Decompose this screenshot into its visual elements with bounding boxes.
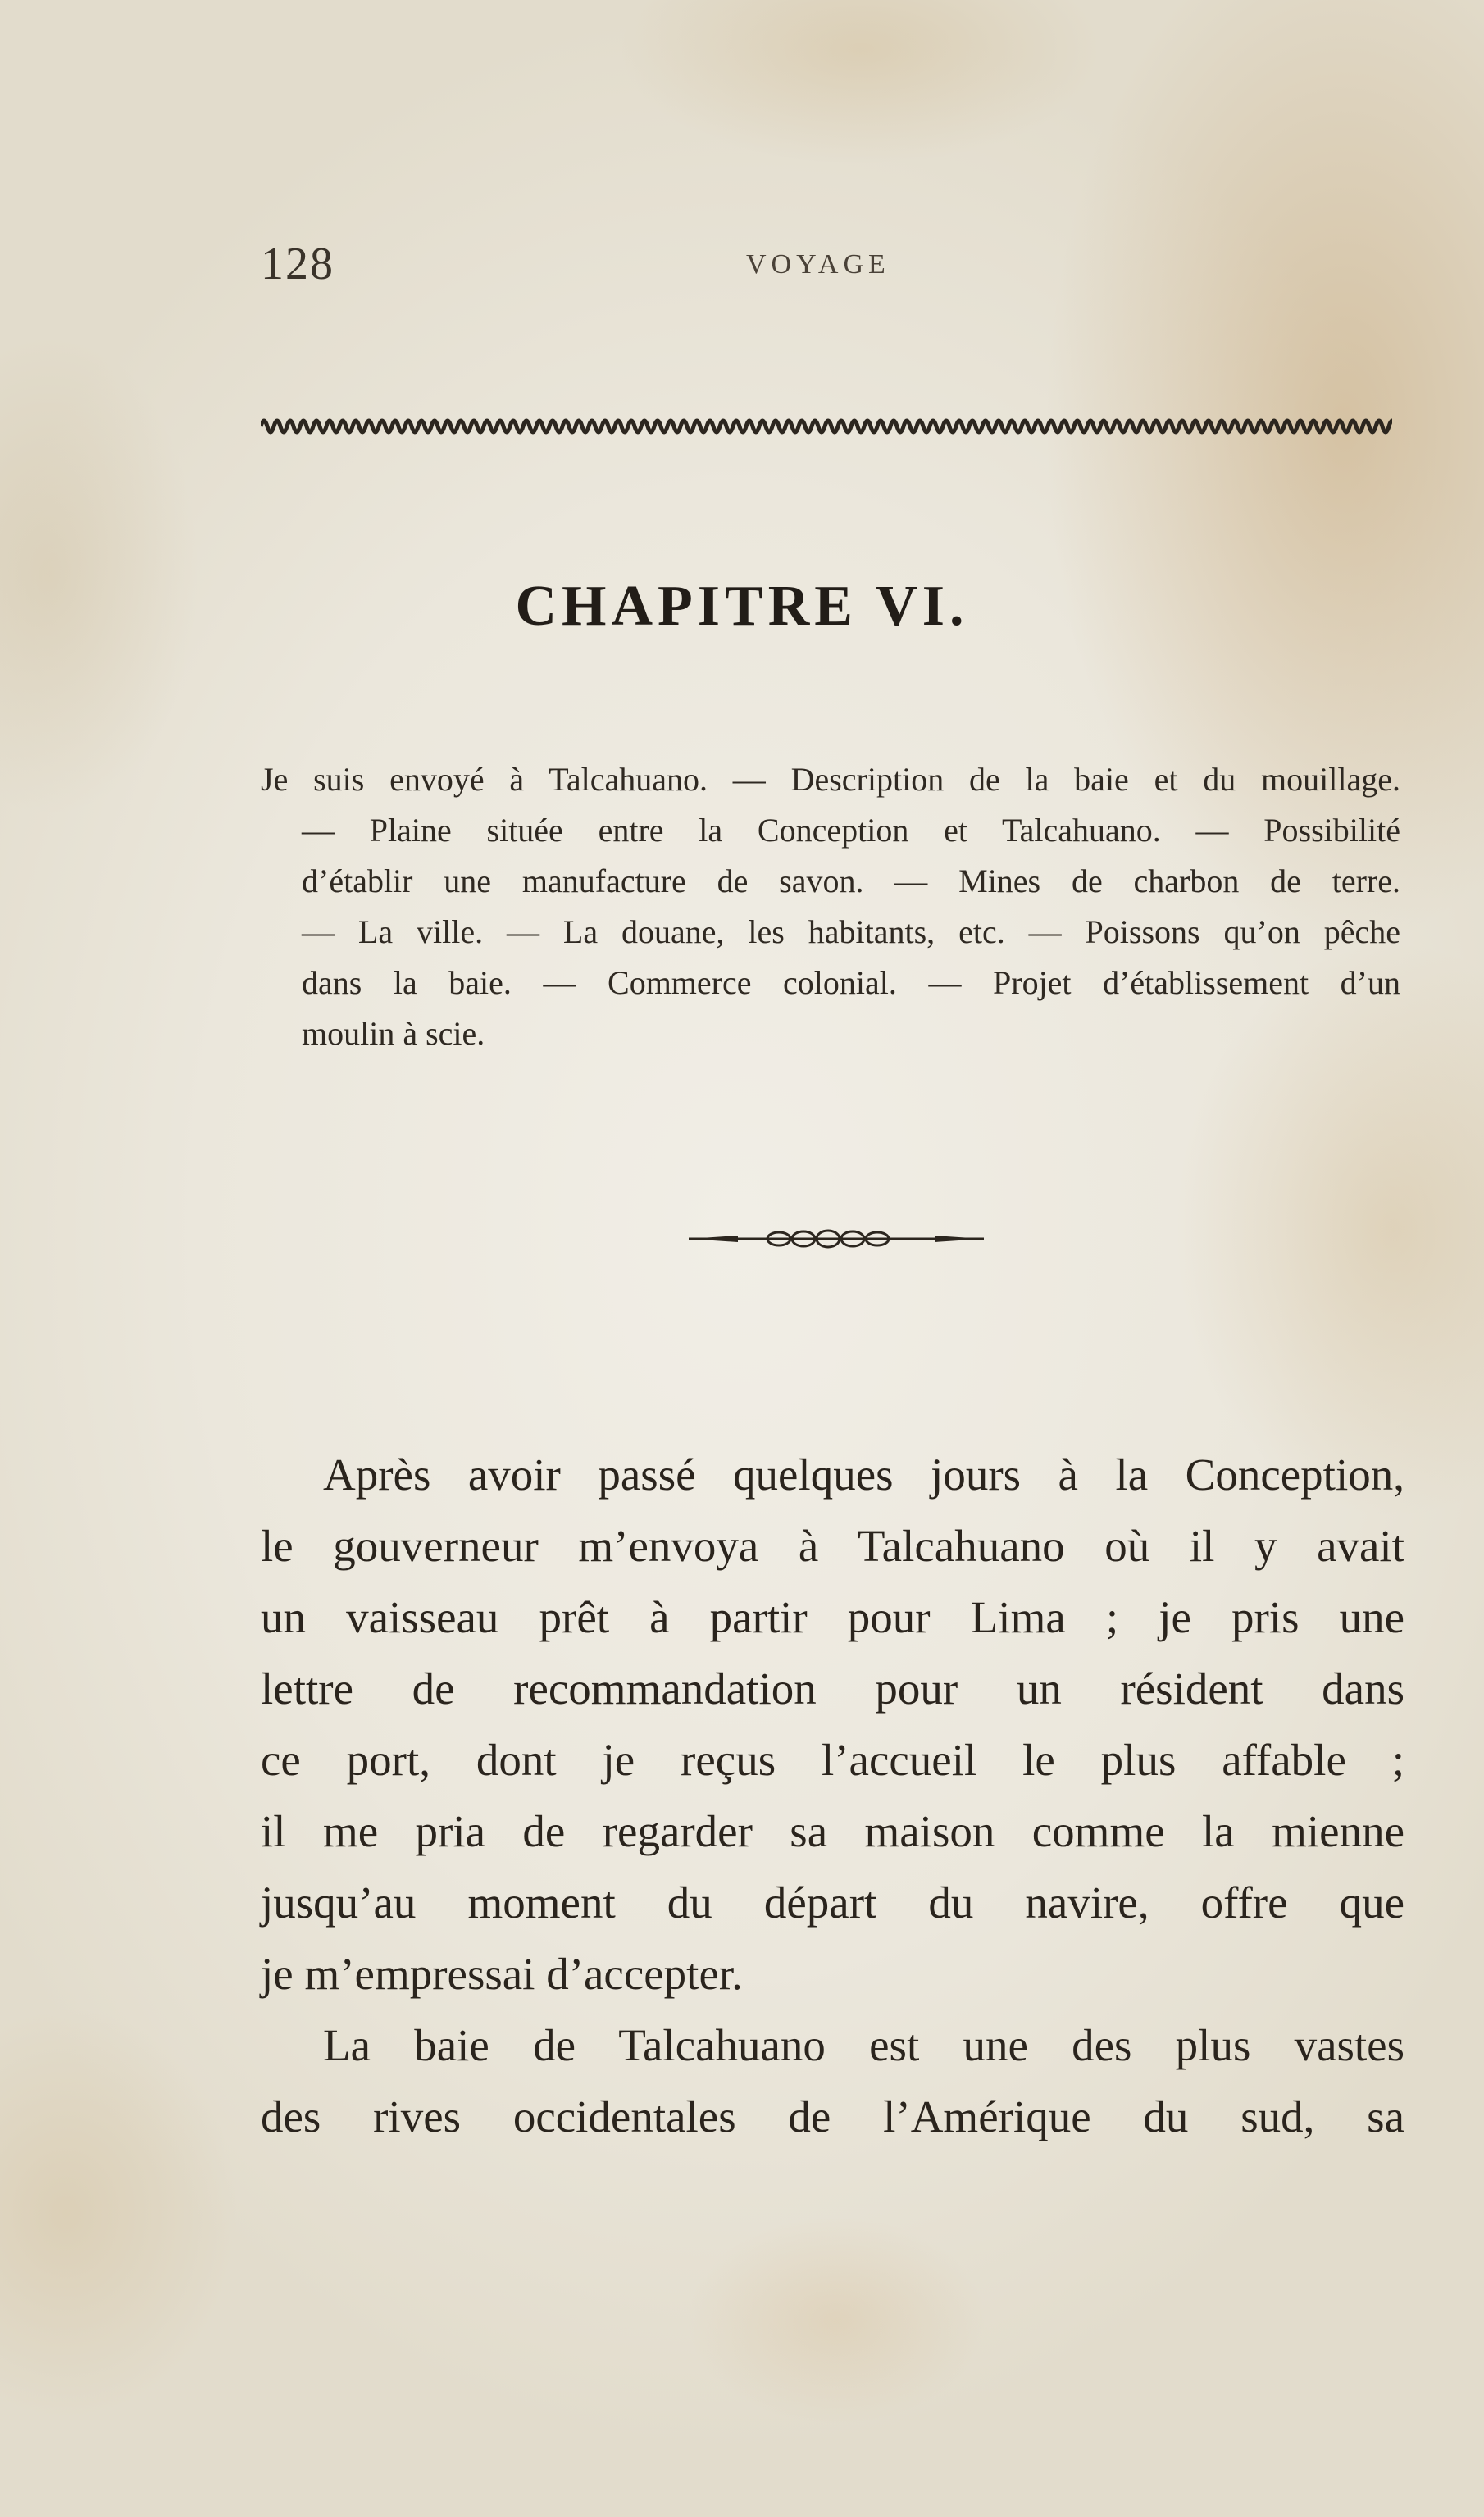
body-line: Après avoir passé quelques jours à la Conception, [323,1450,1404,1500]
page-number: 128 [261,239,335,289]
body-line: il me pria de regarder sa maison comme la mienne [261,1806,1404,1856]
chapter-summary [261,754,1400,1059]
running-head: VOYAGE [746,249,890,280]
body-line: jusqu’au moment du départ du navire, offre que [261,1878,1404,1928]
body-line: le gouverneur m’envoya à Talcahuano où il y avait [261,1521,1404,1571]
summary-line: dans la baie. — Commerce colonial. — Projet d’établissement d’un [302,964,1400,1001]
summary-line: — Plaine située entre la Conception et Talcahuano. — Possibilité [302,812,1400,849]
chapter-title: CHAPITRE VI. [515,575,969,638]
body-line: La baie de Talcahuano est une des plus vastes [323,2020,1404,2070]
body-line: des rives occidentales de l’Amérique du sud, sa [261,2091,1404,2141]
wavy-rule-ornament [261,410,1392,443]
summary-line: Je suis envoyé à Talcahuano. — Description de la baie et du mouillage. [261,761,1400,798]
section-divider-ornament [689,1227,984,1251]
summary-line: — La ville. — La douane, les habitants, etc. — Poissons qu’on pêche [302,913,1400,950]
body-line: je m’empressai d’accepter. [261,1949,743,1999]
body-line: lettre de recommandation pour un résident dans [261,1664,1404,1714]
body-line: ce port, dont je reçus l’accueil le plus affable ; [261,1735,1404,1785]
summary-line: d’établir une manufacture de savon. — Mines de charbon de terre. [302,863,1400,899]
body-text [261,1439,1404,2152]
summary-line: moulin à scie. [302,1015,485,1052]
body-line: un vaisseau prêt à partir pour Lima ; je pris une [261,1592,1404,1642]
page-header [261,238,1392,287]
